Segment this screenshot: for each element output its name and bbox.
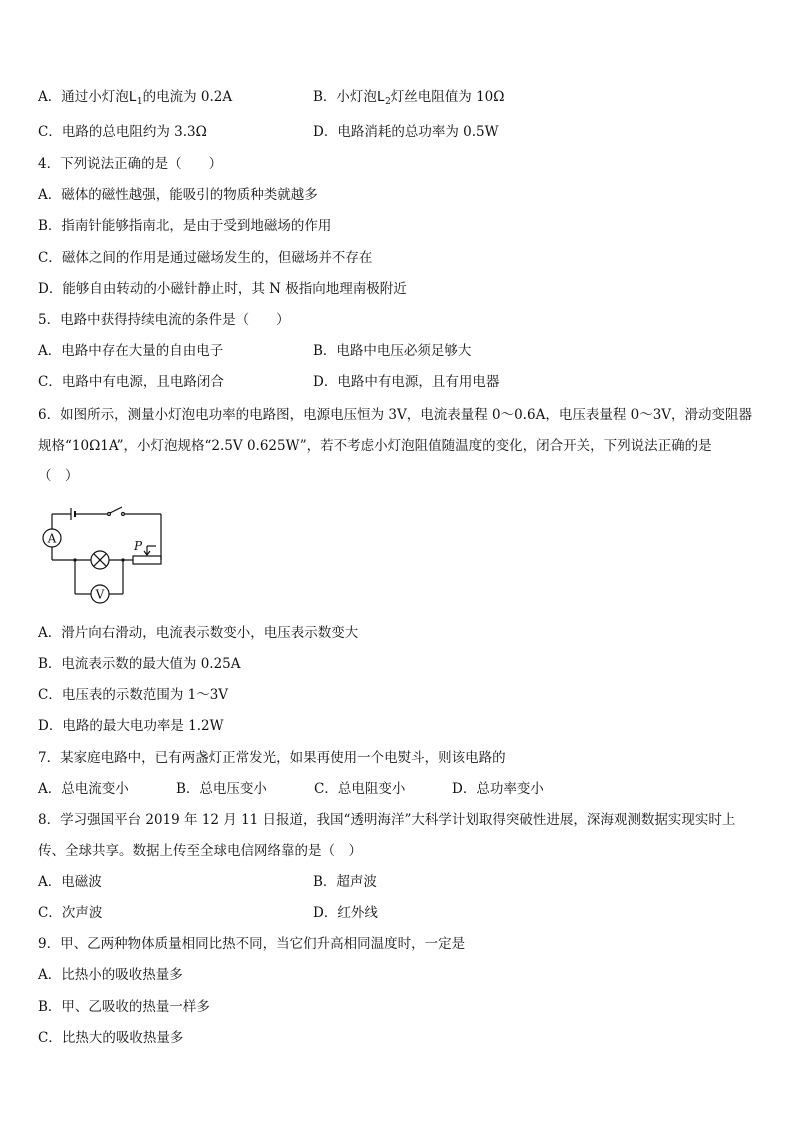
q4-option-b: B．指南针能够指南北，是由于受到地磁场的作用 (38, 218, 332, 234)
q6-option-b: B．电流表示数的最大值为 0.25A (38, 656, 241, 672)
q3-option-b (313, 87, 504, 112)
q6-option-d: D．电路的最大电功率是 1.2W (38, 718, 224, 734)
q8-option-c: C．次声波 (38, 905, 103, 921)
q9-option-c: C．比热大的吸收热量多 (38, 1030, 184, 1046)
q6-stem-line1: 6．如图所示，测量小灯泡电功率的电路图，电源电压恒为 3V，电流表量程 0～0.6A，电压表量程 0～3V，滑动变阻器 (38, 407, 753, 423)
q3-option-a-tail: 的电流为 0.2A (142, 89, 233, 105)
q3-option-b-text: B．小灯泡 (313, 89, 377, 105)
q4-option-a: A．磁体的磁性越强，能吸引的物质种类就越多 (38, 187, 318, 203)
voltmeter-label: V (95, 587, 105, 602)
ammeter-label: A (47, 531, 57, 546)
rheostat-symbol (133, 556, 161, 564)
q4-option-c: C．磁体之间的作用是通过磁场发生的，但磁场并不存在 (38, 250, 373, 266)
subscript: 1 (136, 97, 143, 107)
q3-option-a-text: A．通过小灯泡 (38, 89, 129, 105)
q6-stem-line2: 规格“10Ω1A”，小灯泡规格“2.5V 0.625W”，若不考虑小灯泡阻值随温度的变化，闭合开关，下列说法正确的是 (38, 438, 712, 454)
q7-option-a: A．总电流变小 (38, 781, 129, 797)
q6-option-c: C．电压表的示数范围为 1～3V (38, 687, 229, 703)
q4-stem: 4．下列说法正确的是（ ） (38, 156, 223, 172)
q5-option-c: C．电路中有电源，且电路闭合 (38, 374, 224, 390)
q3-option-b-tail: 灯丝电阻值为 10Ω (390, 89, 505, 105)
q8-option-d: D．红外线 (313, 905, 378, 921)
q6-stem-line3: （ ） (38, 468, 79, 484)
q9-option-b: B．甲、乙吸收的热量一样多 (38, 999, 210, 1015)
q9-stem: 9．甲、乙两种物体质量相同比热不同，当它们升高相同温度时，一定是 (38, 936, 466, 952)
switch-contact (122, 513, 125, 516)
q7-stem: 7．某家庭电路中，已有两盏灯正常发光，如果再使用一个电熨斗，则该电路的 (38, 750, 506, 766)
q3-option-c: C．电路的总电阻约为 3.3Ω (38, 124, 207, 140)
q9-option-a: A．比热小的吸收热量多 (38, 967, 183, 983)
subscript: 2 (385, 97, 391, 107)
q6-option-a: A．滑片向右滑动，电流表示数变小，电压表示数变大 (38, 625, 359, 641)
q3-option-d: D．电路消耗的总功率为 0.5W (313, 124, 499, 140)
q7-option-c: C．总电阻变小 (314, 781, 406, 797)
q8-option-a: A．电磁波 (38, 874, 102, 890)
circuit-diagram (38, 504, 168, 606)
switch-lever (110, 507, 122, 513)
junction-dot (73, 558, 76, 561)
q7-option-d: D．总功率变小 (452, 781, 544, 797)
q5-stem: 5．电路中获得持续电流的条件是（ ） (38, 312, 290, 328)
q3-option-a (38, 87, 232, 112)
q7-option-b: B．总电压变小 (176, 781, 267, 797)
q5-option-d: D．电路中有电源，且有用电器 (313, 374, 500, 390)
q5-option-a: A．电路中存在大量的自由电子 (38, 343, 224, 359)
lamp-symbol: L (128, 89, 137, 105)
slider-label: P (134, 539, 143, 553)
q5-option-b: B．电路中电压必须足够大 (313, 343, 472, 359)
junction-dot (121, 558, 124, 561)
q8-option-b: B．超声波 (313, 874, 377, 890)
q4-option-d: D．能够自由转动的小磁针静止时，其 N 极指向地理南极附近 (38, 281, 407, 297)
q8-stem-line1: 8．学习强国平台 2019 年 12 月 11 日报道，我国“透明海洋”大科学计划取得突破性进展，深海观测数据实现实时上 (38, 812, 736, 828)
q8-stem-line2: 传、全球共享。数据上传至全球电信网络靠的是（ ） (38, 843, 362, 859)
lamp-symbol: L (376, 89, 386, 105)
